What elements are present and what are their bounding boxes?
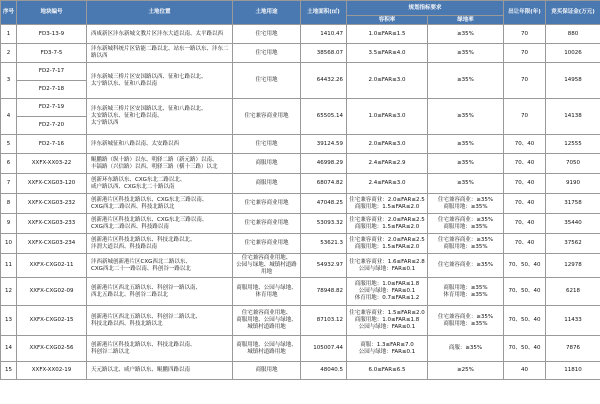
cell-seq: 14 [1, 336, 17, 362]
cell-seq: 1 [1, 25, 17, 44]
cell-use: 住宅兼容商业用地 [233, 234, 301, 254]
cell-far: 住宅兼容商业：1.6≤FAR≤2.8 公园与绿地：FAR≤0.1 [347, 254, 428, 278]
cell-term: 70、50、40 [504, 336, 546, 362]
table-row [1, 278, 600, 306]
cell-code: XXFX-CXG02-09 [17, 278, 87, 306]
cell-location: 创新港片区科技北路以东、科技北路以南、 科创谷二路以北 [87, 336, 233, 362]
cell-deposit: 37562 [546, 234, 600, 254]
cell-green: ≥25% [428, 362, 504, 380]
cell-seq: 12 [1, 278, 17, 306]
cell-green: ≥35% [428, 63, 504, 99]
cell-green: ≥35% [428, 25, 504, 44]
cell-far: 2.4≤FAR≤3.0 [347, 174, 428, 194]
cell-use: 商服用地 [233, 174, 301, 194]
cell-green: ≥35% [428, 99, 504, 135]
cell-seq: 2 [1, 44, 17, 63]
cell-green: ≥35% [428, 174, 504, 194]
cell-location: 创新港片区科技北路以东、CXG东北三路以南、 CXG西北二路以西、科技路以南 [87, 214, 233, 234]
cell-location: 鲲鹏路（纵十路）以东、明驿二路（新元路）以南、 丰镐路（兴信路）以西、明驿三路（横十三路）以北 [87, 154, 233, 174]
cell-deposit: 12555 [546, 135, 600, 154]
cell-area: 46998.29 [301, 154, 347, 174]
cell-green: 住宅兼容商业：≥35% [428, 254, 504, 278]
col-header-indicators: 规划指标要求 [347, 1, 504, 16]
cell-green: 商服用地：≥35% 体育用地：≥35% [428, 278, 504, 306]
cell-deposit: 6218 [546, 278, 600, 306]
cell-term: 70、50、40 [504, 278, 546, 306]
cell-code: FD3-13-9 [17, 25, 87, 44]
cell-use: 住宅兼容商业用地、 公园与绿地、城镇村道路用地 [233, 254, 301, 278]
col-header-seq: 序号 [1, 1, 17, 25]
table-row [1, 154, 600, 174]
cell-code: FD3-7-5 [17, 44, 87, 63]
cell-use: 商服用地 [233, 154, 301, 174]
cell-seq: 3 [1, 63, 17, 99]
cell-far: 2.4≤FAR≤2.9 [347, 154, 428, 174]
cell-code: FD2-7-19 [17, 99, 87, 117]
cell-term: 70 [504, 44, 546, 63]
cell-term: 70、50、40 [504, 254, 546, 278]
cell-location: 创新港片区科技北路以东、CXG东北三路以南、 CXG西北二路以西、科技北路以北 [87, 194, 233, 214]
col-header-term: 出让年限(年) [504, 1, 546, 25]
col-header-location: 土地位置 [87, 1, 233, 25]
cell-area: 39124.59 [301, 135, 347, 154]
table-row [1, 194, 600, 214]
cell-deposit: 11433 [546, 306, 600, 336]
cell-use: 商服用地 [233, 362, 301, 380]
cell-area: 54932.97 [301, 254, 347, 278]
cell-location: 创新环东路以东、CXG东北二路以北、 咸户路以西、CXG东北二十路以南 [87, 174, 233, 194]
table-row [1, 336, 600, 362]
cell-area: 53621.3 [301, 234, 347, 254]
table-row [1, 44, 600, 63]
cell-area: 64432.26 [301, 63, 347, 99]
cell-use: 住宅兼容商业用地 [233, 99, 301, 135]
cell-deposit: 35440 [546, 214, 600, 234]
cell-far: 商服：1.3≤FAR≤7.0 公园与绿地：FAR≤0.1 [347, 336, 428, 362]
cell-location: 创新港片区科技北路以东、科技北路以北、 沣渭大道以西、科技路以南 [87, 234, 233, 254]
cell-term: 70、40 [504, 234, 546, 254]
cell-term: 70、50、40 [504, 306, 546, 336]
cell-use: 商服用地、公园与绿地、 城镇村道路用地 [233, 336, 301, 362]
cell-use: 住宅用地 [233, 25, 301, 44]
col-header-area: 土地面积(㎡) [301, 1, 347, 25]
cell-location: 西咸新区沣东新城文教片区沣东大道以南、太平路以西 [87, 25, 233, 44]
col-header-use: 土地用途 [233, 1, 301, 25]
cell-term: 70、40 [504, 174, 546, 194]
cell-far: 6.0≤FAR≤6.5 [347, 362, 428, 380]
cell-code: XXFX-CXG02-56 [17, 336, 87, 362]
cell-far: 商服用地：1.0≤FAR≤1.8 公园与绿地：FAR≤0.1 体育用地：0.7≤FAR≤1.2 [347, 278, 428, 306]
cell-green: 住宅兼容商业：≥35% 商服用地：≥35% [428, 234, 504, 254]
cell-code: FD2-7-16 [17, 135, 87, 154]
col-header-deposit: 竞买保证金(万元) [546, 1, 600, 25]
cell-green: 住宅兼容商业：≥35% 商服用地：≥35% [428, 306, 504, 336]
cell-seq: 11 [1, 254, 17, 278]
cell-use: 住宅兼容商业用地 [233, 214, 301, 234]
cell-far: 3.5≤FAR≤4.0 [347, 44, 428, 63]
cell-term: 70、40 [504, 154, 546, 174]
cell-code: XXFX-CXG02-11 [17, 254, 87, 278]
cell-far: 住宅兼容商业：1.5≤FAR≤2.0 商服用地：1.0≤FAR≤1.8 公园与绿地：FAR≤0.1 [347, 306, 428, 336]
cell-seq: 4 [1, 99, 17, 135]
cell-term: 70、40 [504, 194, 546, 214]
cell-term: 70 [504, 63, 546, 99]
cell-term: 70、40 [504, 135, 546, 154]
table-row [1, 306, 600, 336]
cell-area: 65505.14 [301, 99, 347, 135]
cell-area: 87103.12 [301, 306, 347, 336]
cell-deposit: 14138 [546, 99, 600, 135]
cell-use: 住宅用地 [233, 135, 301, 154]
cell-use: 住宅用地 [233, 44, 301, 63]
col-header-green: 绿地率 [428, 16, 504, 25]
cell-green: 商服：≥35% [428, 336, 504, 362]
cell-location: 沣东新城征和八路以南、太安路以西 [87, 135, 233, 154]
table-row [1, 99, 600, 117]
cell-far: 1.0≤FAR≤3.0 [347, 99, 428, 135]
cell-use: 住宅兼容商业用地、 商服用地、公园与绿地、 城镇村道路用地 [233, 306, 301, 336]
cell-deposit: 7050 [546, 154, 600, 174]
cell-use: 住宅用地 [233, 63, 301, 99]
cell-far: 2.0≤FAR≤3.0 [347, 135, 428, 154]
cell-code: XXFX-CXG03-233 [17, 214, 87, 234]
cell-deposit: 11810 [546, 362, 600, 380]
cell-location: 沣东新城三桥片区安国路以西、征和七路以北、 太宁路以东、征和八路以南 [87, 63, 233, 99]
cell-term: 70、40 [504, 214, 546, 234]
cell-term: 70 [504, 25, 546, 44]
cell-code: FD2-7-18 [17, 81, 87, 99]
cell-code: XXFX-XX02-19 [17, 362, 87, 380]
col-header-far: 容积率 [347, 16, 428, 25]
cell-area: 47048.25 [301, 194, 347, 214]
table-header-row [1, 1, 600, 16]
cell-location: 天元路以北、咸户路以东、鲲鹏四路以南 [87, 362, 233, 380]
cell-area: 38568.07 [301, 44, 347, 63]
cell-far: 住宅兼容商业：2.0≤FAR≤2.5 商服用地：1.5≤FAR≤2.0 [347, 234, 428, 254]
cell-deposit: 12978 [546, 254, 600, 278]
cell-code: FD2-7-20 [17, 117, 87, 135]
cell-far: 住宅兼容商业：2.0≤FAR≤2.5 商服用地：1.5≤FAR≤2.0 [347, 214, 428, 234]
cell-area: 1410.47 [301, 25, 347, 44]
cell-area: 48040.5 [301, 362, 347, 380]
cell-term: 70 [504, 99, 546, 135]
cell-location: 沣东新城三桥片区安国路以北、征和八路以北、 太安路以东、征和七路以南、 太宁路以西 [87, 99, 233, 135]
cell-seq: 15 [1, 362, 17, 380]
table-row [1, 63, 600, 81]
cell-far: 1.0≤FAR≤1.5 [347, 25, 428, 44]
cell-term: 40 [504, 362, 546, 380]
table-row [1, 135, 600, 154]
cell-code: XXFX-CXG03-232 [17, 194, 87, 214]
cell-deposit: 31758 [546, 194, 600, 214]
cell-code: XXFX-CXG03-120 [17, 174, 87, 194]
cell-use: 住宅兼容商业用地 [233, 194, 301, 214]
cell-green: 住宅兼容商业：≥35% 商服用地：≥35% [428, 214, 504, 234]
cell-code: XXFX-CXG03-234 [17, 234, 87, 254]
cell-far: 2.0≤FAR≤3.0 [347, 63, 428, 99]
cell-area: 105007.44 [301, 336, 347, 362]
cell-area: 78948.82 [301, 278, 347, 306]
cell-seq: 10 [1, 234, 17, 254]
table-row [1, 362, 600, 380]
cell-deposit: 9190 [546, 174, 600, 194]
table-row [1, 214, 600, 234]
table-row [1, 25, 600, 44]
cell-green: 住宅兼容商业：≥35% 商服用地：≥35% [428, 194, 504, 214]
cell-location: 创新港片区西北五路以东、科创谷二路以北、 科技北路以西、科技北路以北 [87, 306, 233, 336]
cell-green: ≥35% [428, 154, 504, 174]
cell-area: 53093.32 [301, 214, 347, 234]
cell-code: XXFX-XX03-22 [17, 154, 87, 174]
cell-location: 沣西新城创新港片区CXG西北二路以东、 CXG西北二十一路以南、科创谷一路以北 [87, 254, 233, 278]
cell-code: FD2-7-17 [17, 63, 87, 81]
cell-location: 创新港片区西北五路以东、科创谷一路以南、 西北五路以北、科创谷二路以北 [87, 278, 233, 306]
cell-seq: 8 [1, 194, 17, 214]
cell-seq: 7 [1, 174, 17, 194]
cell-seq: 13 [1, 306, 17, 336]
cell-area: 68074.82 [301, 174, 347, 194]
cell-green: ≥35% [428, 135, 504, 154]
table-row [1, 234, 600, 254]
cell-seq: 5 [1, 135, 17, 154]
cell-location: 沣东新城科统片区钻能二路以北、站东一路以东、沣东二路以西 [87, 44, 233, 63]
cell-use: 商服用地、公园与绿地、 体育用地 [233, 278, 301, 306]
cell-deposit: 880 [546, 25, 600, 44]
cell-green: ≥35% [428, 44, 504, 63]
cell-deposit: 7876 [546, 336, 600, 362]
cell-seq: 6 [1, 154, 17, 174]
cell-deposit: 10026 [546, 44, 600, 63]
cell-code: XXFX-CXG02-15 [17, 306, 87, 336]
table-row [1, 254, 600, 278]
cell-deposit: 14958 [546, 63, 600, 99]
cell-seq: 9 [1, 214, 17, 234]
cell-far: 住宅兼容商业：2.0≤FAR≤2.5 商服用地：1.5≤FAR≤2.0 [347, 194, 428, 214]
col-header-code: 地块编号 [17, 1, 87, 25]
table-row [1, 174, 600, 194]
